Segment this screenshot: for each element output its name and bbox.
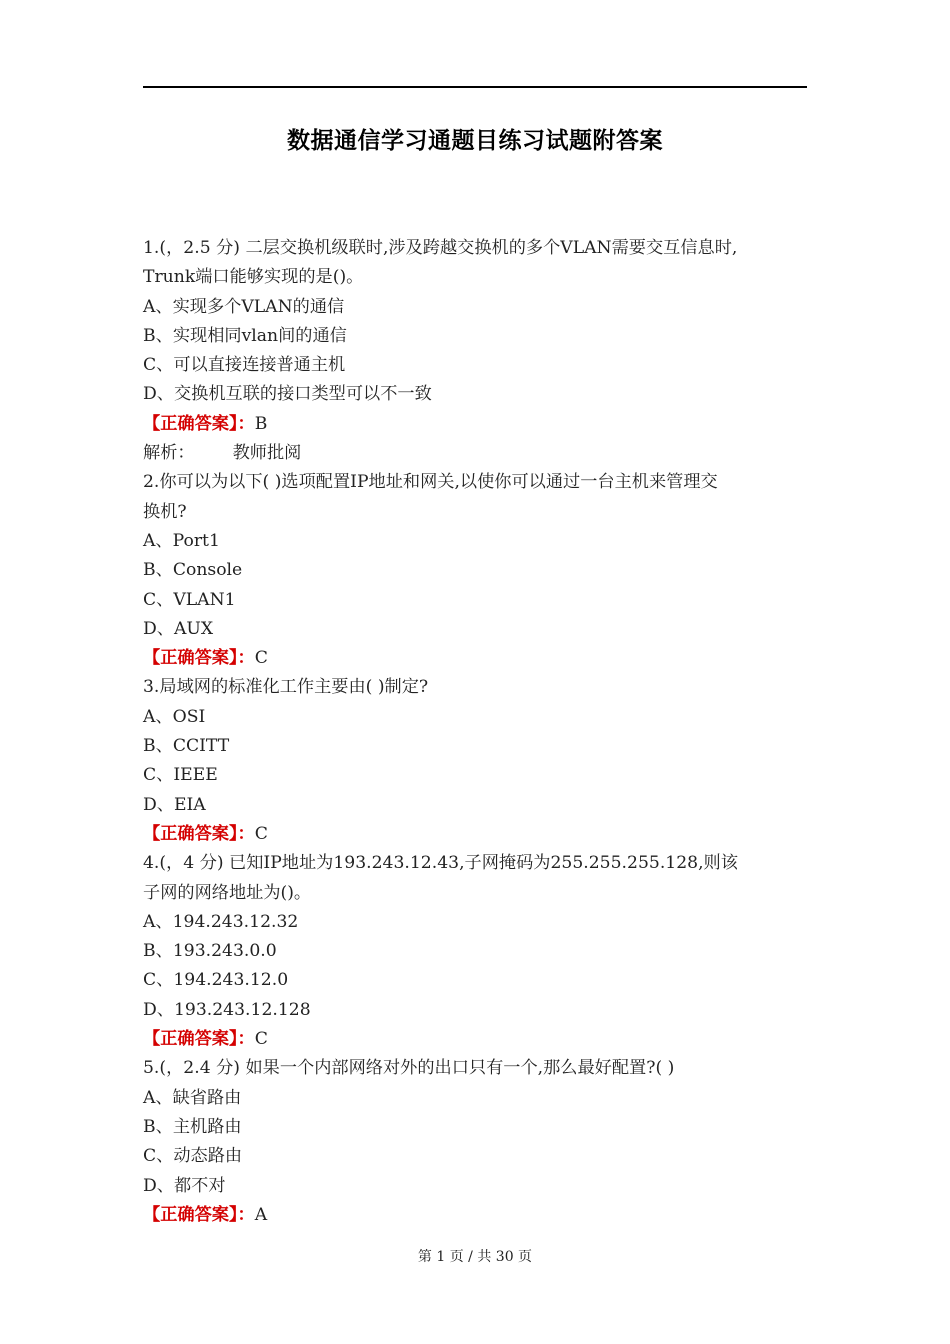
document-body (143, 234, 811, 1230)
option-d: D、AUX (143, 618, 214, 639)
option-d: D、都不对 (143, 1175, 226, 1196)
document-title: 数据通信学习通题目练习试题附答案 (287, 128, 663, 154)
answer-label: 【正确答案】： (143, 648, 255, 669)
question-stem: 3.局域网的标准化工作主要由( )制定? (143, 677, 429, 698)
option-a: A、实现多个VLAN的通信 (143, 296, 345, 317)
option-c: C、IEEE (143, 765, 218, 786)
answer-value: C (254, 648, 268, 669)
top-rule (143, 86, 807, 88)
question-stem-continued: 换机? (143, 501, 187, 522)
answer-value: C (254, 823, 268, 844)
answer-value: A (254, 1204, 268, 1225)
answer-label: 【正确答案】： (143, 413, 255, 434)
answer-line (143, 820, 811, 849)
question-3 (143, 673, 811, 849)
option-a: A、194.243.12.32 (143, 911, 299, 932)
question-stem: 5.(，2.4 分) 如果一个内部网络对外的出口只有一个,那么最好配置?( ) (143, 1058, 675, 1079)
option-c: C、VLAN1 (143, 589, 236, 610)
option-a: A、缺省路由 (143, 1087, 242, 1108)
answer-value: B (254, 413, 268, 434)
option-c: C、194.243.12.0 (143, 970, 289, 991)
answer-label: 【正确答案】： (143, 1029, 255, 1050)
question-4 (143, 849, 811, 1054)
option-a: A、OSI (143, 706, 206, 727)
answer-line (143, 644, 811, 673)
option-d: D、193.243.12.128 (143, 999, 311, 1020)
analysis-label: 解析： (143, 443, 195, 464)
analysis-text: 教师批阅 (232, 443, 302, 464)
question-stem-continued: 子网的网络地址为()。 (143, 882, 312, 903)
option-b: B、193.243.0.0 (143, 941, 277, 962)
option-a: A、Port1 (143, 530, 220, 551)
answer-line (143, 1025, 811, 1054)
answer-value: C (254, 1029, 268, 1050)
question-2 (143, 468, 811, 673)
option-d: D、EIA (143, 794, 206, 815)
answer-label: 【正确答案】： (143, 823, 255, 844)
question-stem: 1.(，2.5 分) 二层交换机级联时,涉及跨越交换机的多个VLAN需要交互信息时, (143, 238, 738, 258)
option-b: B、Console (143, 560, 243, 581)
answer-label: 【正确答案】： (143, 1204, 255, 1225)
question-1 (143, 234, 811, 468)
option-d: D、交换机互联的接口类型可以不一致 (143, 384, 432, 405)
option-b: B、CCITT (143, 736, 230, 757)
question-stem: 2.你可以为以下( )选项配置IP地址和网关,以使你可以通过一台主机来管理交 (143, 472, 718, 493)
option-b: B、主机路由 (143, 1116, 242, 1137)
option-b: B、实现相同vlan间的通信 (143, 325, 347, 346)
analysis-line (143, 439, 811, 468)
question-5 (143, 1054, 811, 1230)
question-stem-continued: Trunk端口能够实现的是()。 (143, 267, 364, 288)
page-footer: 第 1 页 / 共 30 页 (417, 1249, 533, 1265)
answer-line (143, 1201, 811, 1230)
option-c: C、动态路由 (143, 1146, 243, 1167)
question-stem: 4.(，4 分) 已知IP地址为193.243.12.43,子网掩码为255.255.255.128,则该 (143, 853, 738, 874)
answer-line (143, 410, 811, 439)
option-c: C、可以直接连接普通主机 (143, 355, 346, 376)
